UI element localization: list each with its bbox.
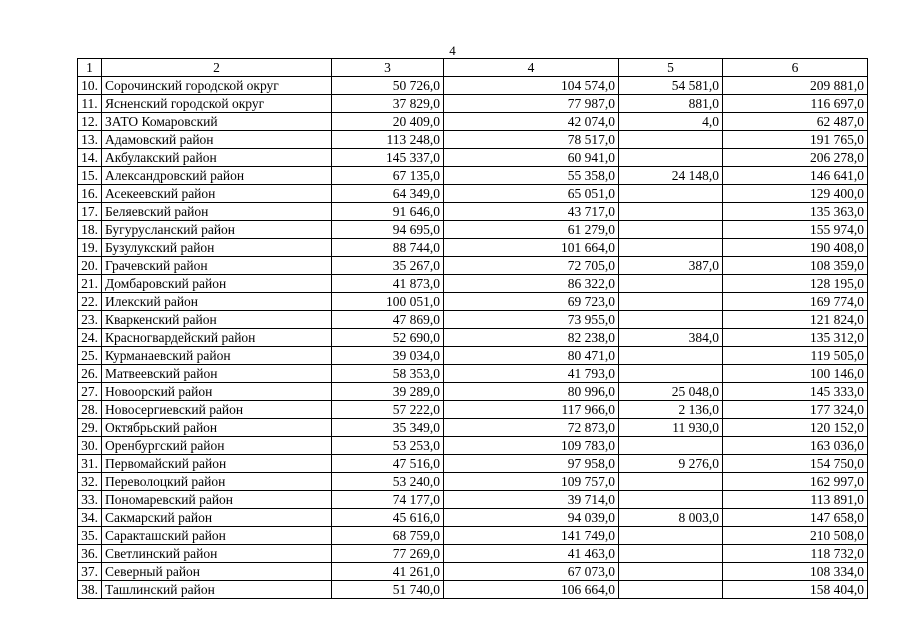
municipality-name-cell: Илекский район	[102, 293, 332, 311]
column-3-value-cell: 41 261,0	[332, 563, 444, 581]
row-number-cell: 19.	[78, 239, 102, 257]
municipality-name-cell: Бугурусланский район	[102, 221, 332, 239]
column-4-value-cell: 86 322,0	[444, 275, 619, 293]
row-number-cell: 10.	[78, 77, 102, 95]
table-row	[78, 77, 868, 95]
column-4-value-cell: 60 941,0	[444, 149, 619, 167]
row-number-cell: 13.	[78, 131, 102, 149]
column-4-value-cell: 80 471,0	[444, 347, 619, 365]
row-number-cell: 22.	[78, 293, 102, 311]
column-5-value-cell	[619, 437, 723, 455]
column-6-value-cell: 113 891,0	[723, 491, 868, 509]
table-row	[78, 203, 868, 221]
column-3-value-cell: 37 829,0	[332, 95, 444, 113]
column-4-value-cell: 41 793,0	[444, 365, 619, 383]
row-number-cell: 36.	[78, 545, 102, 563]
column-5-value-cell: 11 930,0	[619, 419, 723, 437]
column-6-value-cell: 120 152,0	[723, 419, 868, 437]
municipality-name-cell: ЗАТО Комаровский	[102, 113, 332, 131]
column-6-value-cell: 154 750,0	[723, 455, 868, 473]
column-3-value-cell: 39 034,0	[332, 347, 444, 365]
column-6-value-cell: 162 997,0	[723, 473, 868, 491]
column-6-value-cell: 100 146,0	[723, 365, 868, 383]
column-6-value-cell: 146 641,0	[723, 167, 868, 185]
column-3-value-cell: 50 726,0	[332, 77, 444, 95]
table-row	[78, 401, 868, 419]
row-number-cell: 12.	[78, 113, 102, 131]
column-header-5: 5	[619, 59, 723, 77]
municipality-name-cell: Бузулукский район	[102, 239, 332, 257]
column-4-value-cell: 72 873,0	[444, 419, 619, 437]
column-4-value-cell: 106 664,0	[444, 581, 619, 599]
table-row	[78, 185, 868, 203]
column-6-value-cell: 135 312,0	[723, 329, 868, 347]
column-4-value-cell: 97 958,0	[444, 455, 619, 473]
column-header-3: 3	[332, 59, 444, 77]
column-3-value-cell: 57 222,0	[332, 401, 444, 419]
column-4-value-cell: 41 463,0	[444, 545, 619, 563]
row-number-cell: 30.	[78, 437, 102, 455]
column-4-value-cell: 80 996,0	[444, 383, 619, 401]
column-4-value-cell: 69 723,0	[444, 293, 619, 311]
column-6-value-cell: 163 036,0	[723, 437, 868, 455]
municipality-name-cell: Переволоцкий район	[102, 473, 332, 491]
municipality-name-cell: Светлинский район	[102, 545, 332, 563]
table-row	[78, 509, 868, 527]
column-4-value-cell: 94 039,0	[444, 509, 619, 527]
column-5-value-cell: 881,0	[619, 95, 723, 113]
municipality-name-cell: Беляевский район	[102, 203, 332, 221]
column-4-value-cell: 101 664,0	[444, 239, 619, 257]
municipality-name-cell: Матвеевский район	[102, 365, 332, 383]
column-6-value-cell: 135 363,0	[723, 203, 868, 221]
table-row	[78, 437, 868, 455]
column-3-value-cell: 67 135,0	[332, 167, 444, 185]
municipality-name-cell: Акбулакский район	[102, 149, 332, 167]
column-5-value-cell: 4,0	[619, 113, 723, 131]
column-4-value-cell: 141 749,0	[444, 527, 619, 545]
table-row	[78, 221, 868, 239]
column-5-value-cell: 9 276,0	[619, 455, 723, 473]
municipality-name-cell: Первомайский район	[102, 455, 332, 473]
municipality-name-cell: Сакмарский район	[102, 509, 332, 527]
table-row	[78, 131, 868, 149]
table-body	[78, 77, 868, 599]
row-number-cell: 24.	[78, 329, 102, 347]
column-5-value-cell	[619, 527, 723, 545]
column-3-value-cell: 41 873,0	[332, 275, 444, 293]
column-6-value-cell: 206 278,0	[723, 149, 868, 167]
table-row	[78, 329, 868, 347]
column-3-value-cell: 91 646,0	[332, 203, 444, 221]
column-4-value-cell: 43 717,0	[444, 203, 619, 221]
column-3-value-cell: 68 759,0	[332, 527, 444, 545]
column-4-value-cell: 65 051,0	[444, 185, 619, 203]
column-3-value-cell: 88 744,0	[332, 239, 444, 257]
column-5-value-cell	[619, 311, 723, 329]
column-3-value-cell: 74 177,0	[332, 491, 444, 509]
table-row	[78, 347, 868, 365]
column-5-value-cell	[619, 239, 723, 257]
table-row	[78, 581, 868, 599]
municipality-name-cell: Пономаревский район	[102, 491, 332, 509]
row-number-cell: 11.	[78, 95, 102, 113]
column-3-value-cell: 20 409,0	[332, 113, 444, 131]
municipality-name-cell: Ясненский городской округ	[102, 95, 332, 113]
row-number-cell: 23.	[78, 311, 102, 329]
column-3-value-cell: 39 289,0	[332, 383, 444, 401]
column-4-value-cell: 55 358,0	[444, 167, 619, 185]
row-number-cell: 29.	[78, 419, 102, 437]
table-row	[78, 113, 868, 131]
municipality-name-cell: Октябрьский район	[102, 419, 332, 437]
municipality-name-cell: Красногвардейский район	[102, 329, 332, 347]
column-6-value-cell: 129 400,0	[723, 185, 868, 203]
municipality-name-cell: Новосергиевский район	[102, 401, 332, 419]
municipality-name-cell: Оренбургский район	[102, 437, 332, 455]
column-5-value-cell	[619, 149, 723, 167]
table-row	[78, 563, 868, 581]
row-number-cell: 15.	[78, 167, 102, 185]
row-number-cell: 14.	[78, 149, 102, 167]
municipality-name-cell: Новоорский район	[102, 383, 332, 401]
column-5-value-cell	[619, 545, 723, 563]
table-row	[78, 419, 868, 437]
column-5-value-cell	[619, 221, 723, 239]
header-row	[78, 59, 868, 77]
table-row	[78, 239, 868, 257]
column-5-value-cell: 2 136,0	[619, 401, 723, 419]
column-5-value-cell	[619, 293, 723, 311]
column-6-value-cell: 108 334,0	[723, 563, 868, 581]
row-number-cell: 33.	[78, 491, 102, 509]
municipality-name-cell: Ташлинский район	[102, 581, 332, 599]
column-5-value-cell: 25 048,0	[619, 383, 723, 401]
table-row	[78, 365, 868, 383]
column-5-value-cell	[619, 347, 723, 365]
column-4-value-cell: 61 279,0	[444, 221, 619, 239]
row-number-cell: 25.	[78, 347, 102, 365]
column-3-value-cell: 51 740,0	[332, 581, 444, 599]
column-5-value-cell	[619, 365, 723, 383]
row-number-cell: 37.	[78, 563, 102, 581]
table-row	[78, 455, 868, 473]
column-6-value-cell: 190 408,0	[723, 239, 868, 257]
column-6-value-cell: 119 505,0	[723, 347, 868, 365]
column-5-value-cell: 384,0	[619, 329, 723, 347]
table-row	[78, 167, 868, 185]
column-4-value-cell: 117 966,0	[444, 401, 619, 419]
column-6-value-cell: 177 324,0	[723, 401, 868, 419]
table-row	[78, 293, 868, 311]
column-header-6: 6	[723, 59, 868, 77]
column-3-value-cell: 64 349,0	[332, 185, 444, 203]
data-table	[77, 58, 868, 599]
table-row	[78, 95, 868, 113]
column-6-value-cell: 121 824,0	[723, 311, 868, 329]
column-5-value-cell: 387,0	[619, 257, 723, 275]
municipality-name-cell: Северный район	[102, 563, 332, 581]
column-6-value-cell: 209 881,0	[723, 77, 868, 95]
column-3-value-cell: 145 337,0	[332, 149, 444, 167]
column-5-value-cell: 54 581,0	[619, 77, 723, 95]
column-5-value-cell: 8 003,0	[619, 509, 723, 527]
column-4-value-cell: 77 987,0	[444, 95, 619, 113]
row-number-cell: 26.	[78, 365, 102, 383]
column-6-value-cell: 62 487,0	[723, 113, 868, 131]
table-row	[78, 275, 868, 293]
column-4-value-cell: 67 073,0	[444, 563, 619, 581]
table-row	[78, 149, 868, 167]
column-4-value-cell: 39 714,0	[444, 491, 619, 509]
row-number-cell: 17.	[78, 203, 102, 221]
municipality-name-cell: Сорочинский городской округ	[102, 77, 332, 95]
column-3-value-cell: 100 051,0	[332, 293, 444, 311]
column-3-value-cell: 47 516,0	[332, 455, 444, 473]
municipality-name-cell: Курманаевский район	[102, 347, 332, 365]
column-4-value-cell: 104 574,0	[444, 77, 619, 95]
column-6-value-cell: 116 697,0	[723, 95, 868, 113]
municipality-name-cell: Грачевский район	[102, 257, 332, 275]
column-6-value-cell: 155 974,0	[723, 221, 868, 239]
column-4-value-cell: 82 238,0	[444, 329, 619, 347]
column-4-value-cell: 42 074,0	[444, 113, 619, 131]
page-number: 4	[449, 43, 456, 58]
table-row	[78, 545, 868, 563]
column-6-value-cell: 147 658,0	[723, 509, 868, 527]
column-6-value-cell: 128 195,0	[723, 275, 868, 293]
column-3-value-cell: 47 869,0	[332, 311, 444, 329]
column-3-value-cell: 77 269,0	[332, 545, 444, 563]
column-5-value-cell	[619, 203, 723, 221]
row-number-cell: 18.	[78, 221, 102, 239]
municipality-name-cell: Александровский район	[102, 167, 332, 185]
row-number-cell: 34.	[78, 509, 102, 527]
column-3-value-cell: 94 695,0	[332, 221, 444, 239]
table-row	[78, 257, 868, 275]
column-3-value-cell: 35 349,0	[332, 419, 444, 437]
column-4-value-cell: 78 517,0	[444, 131, 619, 149]
column-5-value-cell	[619, 473, 723, 491]
column-header-4: 4	[444, 59, 619, 77]
column-5-value-cell	[619, 563, 723, 581]
table-row	[78, 527, 868, 545]
column-6-value-cell: 191 765,0	[723, 131, 868, 149]
column-6-value-cell: 210 508,0	[723, 527, 868, 545]
column-5-value-cell	[619, 131, 723, 149]
municipality-name-cell: Домбаровский район	[102, 275, 332, 293]
column-5-value-cell	[619, 185, 723, 203]
column-4-value-cell: 109 783,0	[444, 437, 619, 455]
row-number-cell: 16.	[78, 185, 102, 203]
column-header-1: 1	[78, 59, 102, 77]
table-row	[78, 473, 868, 491]
municipality-name-cell: Кваркенский район	[102, 311, 332, 329]
row-number-cell: 20.	[78, 257, 102, 275]
row-number-cell: 27.	[78, 383, 102, 401]
column-5-value-cell	[619, 581, 723, 599]
column-3-value-cell: 52 690,0	[332, 329, 444, 347]
row-number-cell: 28.	[78, 401, 102, 419]
column-3-value-cell: 45 616,0	[332, 509, 444, 527]
column-3-value-cell: 58 353,0	[332, 365, 444, 383]
column-3-value-cell: 53 240,0	[332, 473, 444, 491]
column-4-value-cell: 72 705,0	[444, 257, 619, 275]
column-5-value-cell	[619, 275, 723, 293]
table-row	[78, 383, 868, 401]
column-5-value-cell: 24 148,0	[619, 167, 723, 185]
column-4-value-cell: 73 955,0	[444, 311, 619, 329]
column-6-value-cell: 169 774,0	[723, 293, 868, 311]
row-number-cell: 21.	[78, 275, 102, 293]
column-4-value-cell: 109 757,0	[444, 473, 619, 491]
municipality-name-cell: Адамовский район	[102, 131, 332, 149]
column-6-value-cell: 118 732,0	[723, 545, 868, 563]
municipality-name-cell: Саракташский район	[102, 527, 332, 545]
table-row	[78, 491, 868, 509]
column-3-value-cell: 35 267,0	[332, 257, 444, 275]
column-5-value-cell	[619, 491, 723, 509]
row-number-cell: 32.	[78, 473, 102, 491]
column-6-value-cell: 108 359,0	[723, 257, 868, 275]
column-6-value-cell: 158 404,0	[723, 581, 868, 599]
column-6-value-cell: 145 333,0	[723, 383, 868, 401]
table-row	[78, 311, 868, 329]
row-number-cell: 38.	[78, 581, 102, 599]
column-header-2: 2	[102, 59, 332, 77]
municipality-name-cell: Асекеевский район	[102, 185, 332, 203]
column-3-value-cell: 53 253,0	[332, 437, 444, 455]
row-number-cell: 31.	[78, 455, 102, 473]
column-3-value-cell: 113 248,0	[332, 131, 444, 149]
row-number-cell: 35.	[78, 527, 102, 545]
